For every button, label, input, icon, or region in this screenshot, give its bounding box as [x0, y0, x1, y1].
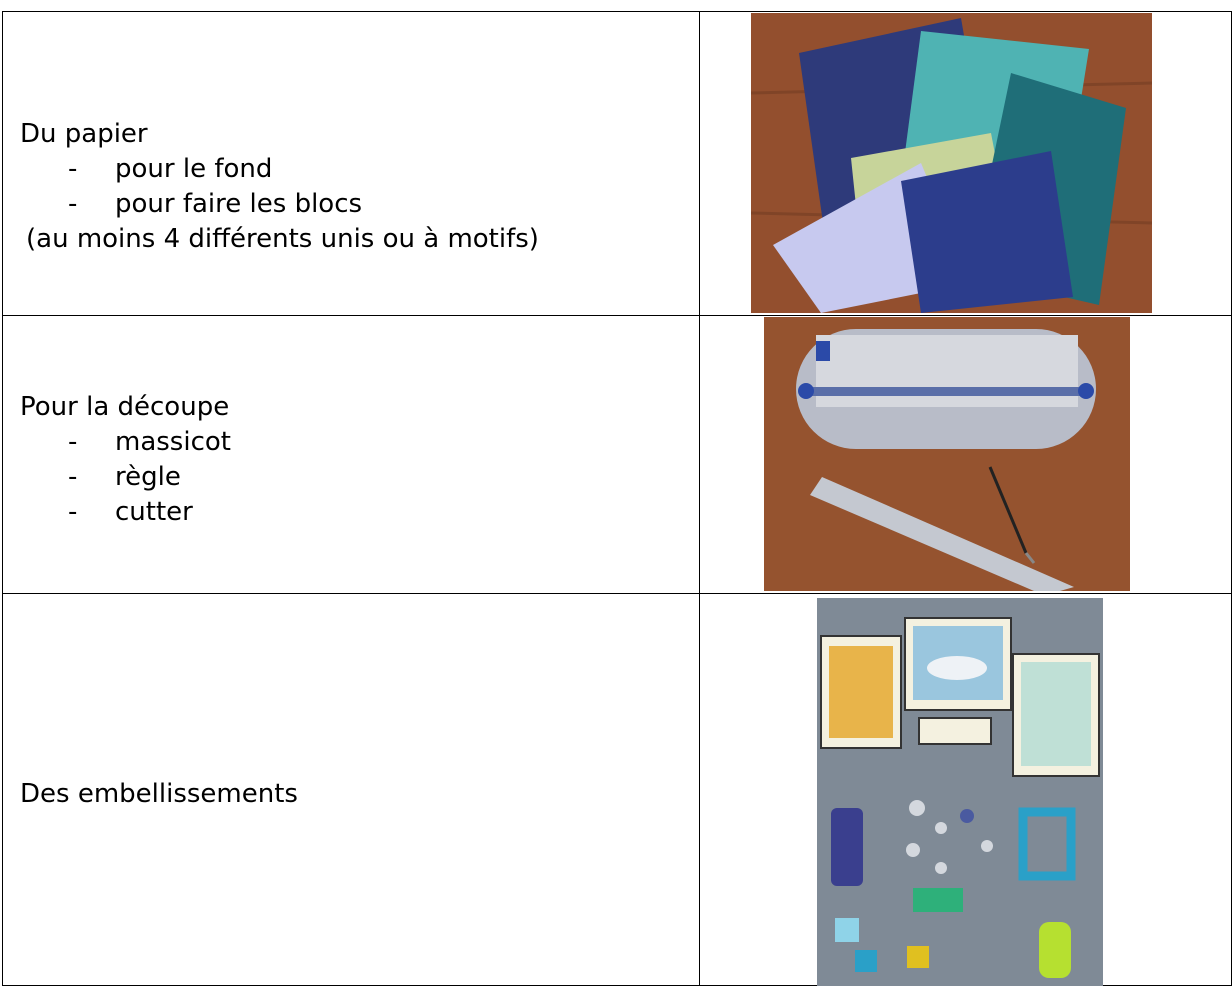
- list-item: - cutter: [20, 495, 699, 530]
- image-cell: [700, 594, 1232, 986]
- table-row: [3, 316, 1232, 594]
- table-row: [3, 12, 1232, 316]
- bullet-list: [20, 152, 699, 222]
- materials-table: [2, 11, 1232, 986]
- photo-paper-trimmer-ruler-cutter: [764, 317, 1130, 591]
- bullet-dash: -: [68, 188, 78, 219]
- photo-colored-paper-sheets: [751, 13, 1152, 313]
- list-item: - pour faire les blocs: [20, 187, 699, 222]
- row-heading: Du papier: [20, 118, 148, 149]
- text-cell: [3, 594, 700, 986]
- bullet-dash: -: [68, 461, 78, 492]
- text-cell: [3, 12, 700, 316]
- image-cell: [700, 316, 1232, 594]
- row-note: (au moins 4 différents unis ou à motifs): [26, 223, 539, 254]
- list-item: - règle: [20, 460, 699, 495]
- bullet-dash: -: [68, 426, 78, 457]
- row-heading: Pour la découpe: [20, 391, 230, 422]
- table-row: [3, 594, 1232, 986]
- list-item: - pour le fond: [20, 152, 699, 187]
- row-heading: Des embellissements: [20, 779, 298, 809]
- bullet-list: [20, 425, 699, 530]
- list-item: - massicot: [20, 425, 699, 460]
- photo-embellishments-stickers-charms: [817, 598, 1103, 986]
- bullet-dash: -: [68, 496, 78, 527]
- image-cell: [700, 12, 1232, 316]
- text-cell: [3, 316, 700, 594]
- bullet-dash: -: [68, 153, 78, 184]
